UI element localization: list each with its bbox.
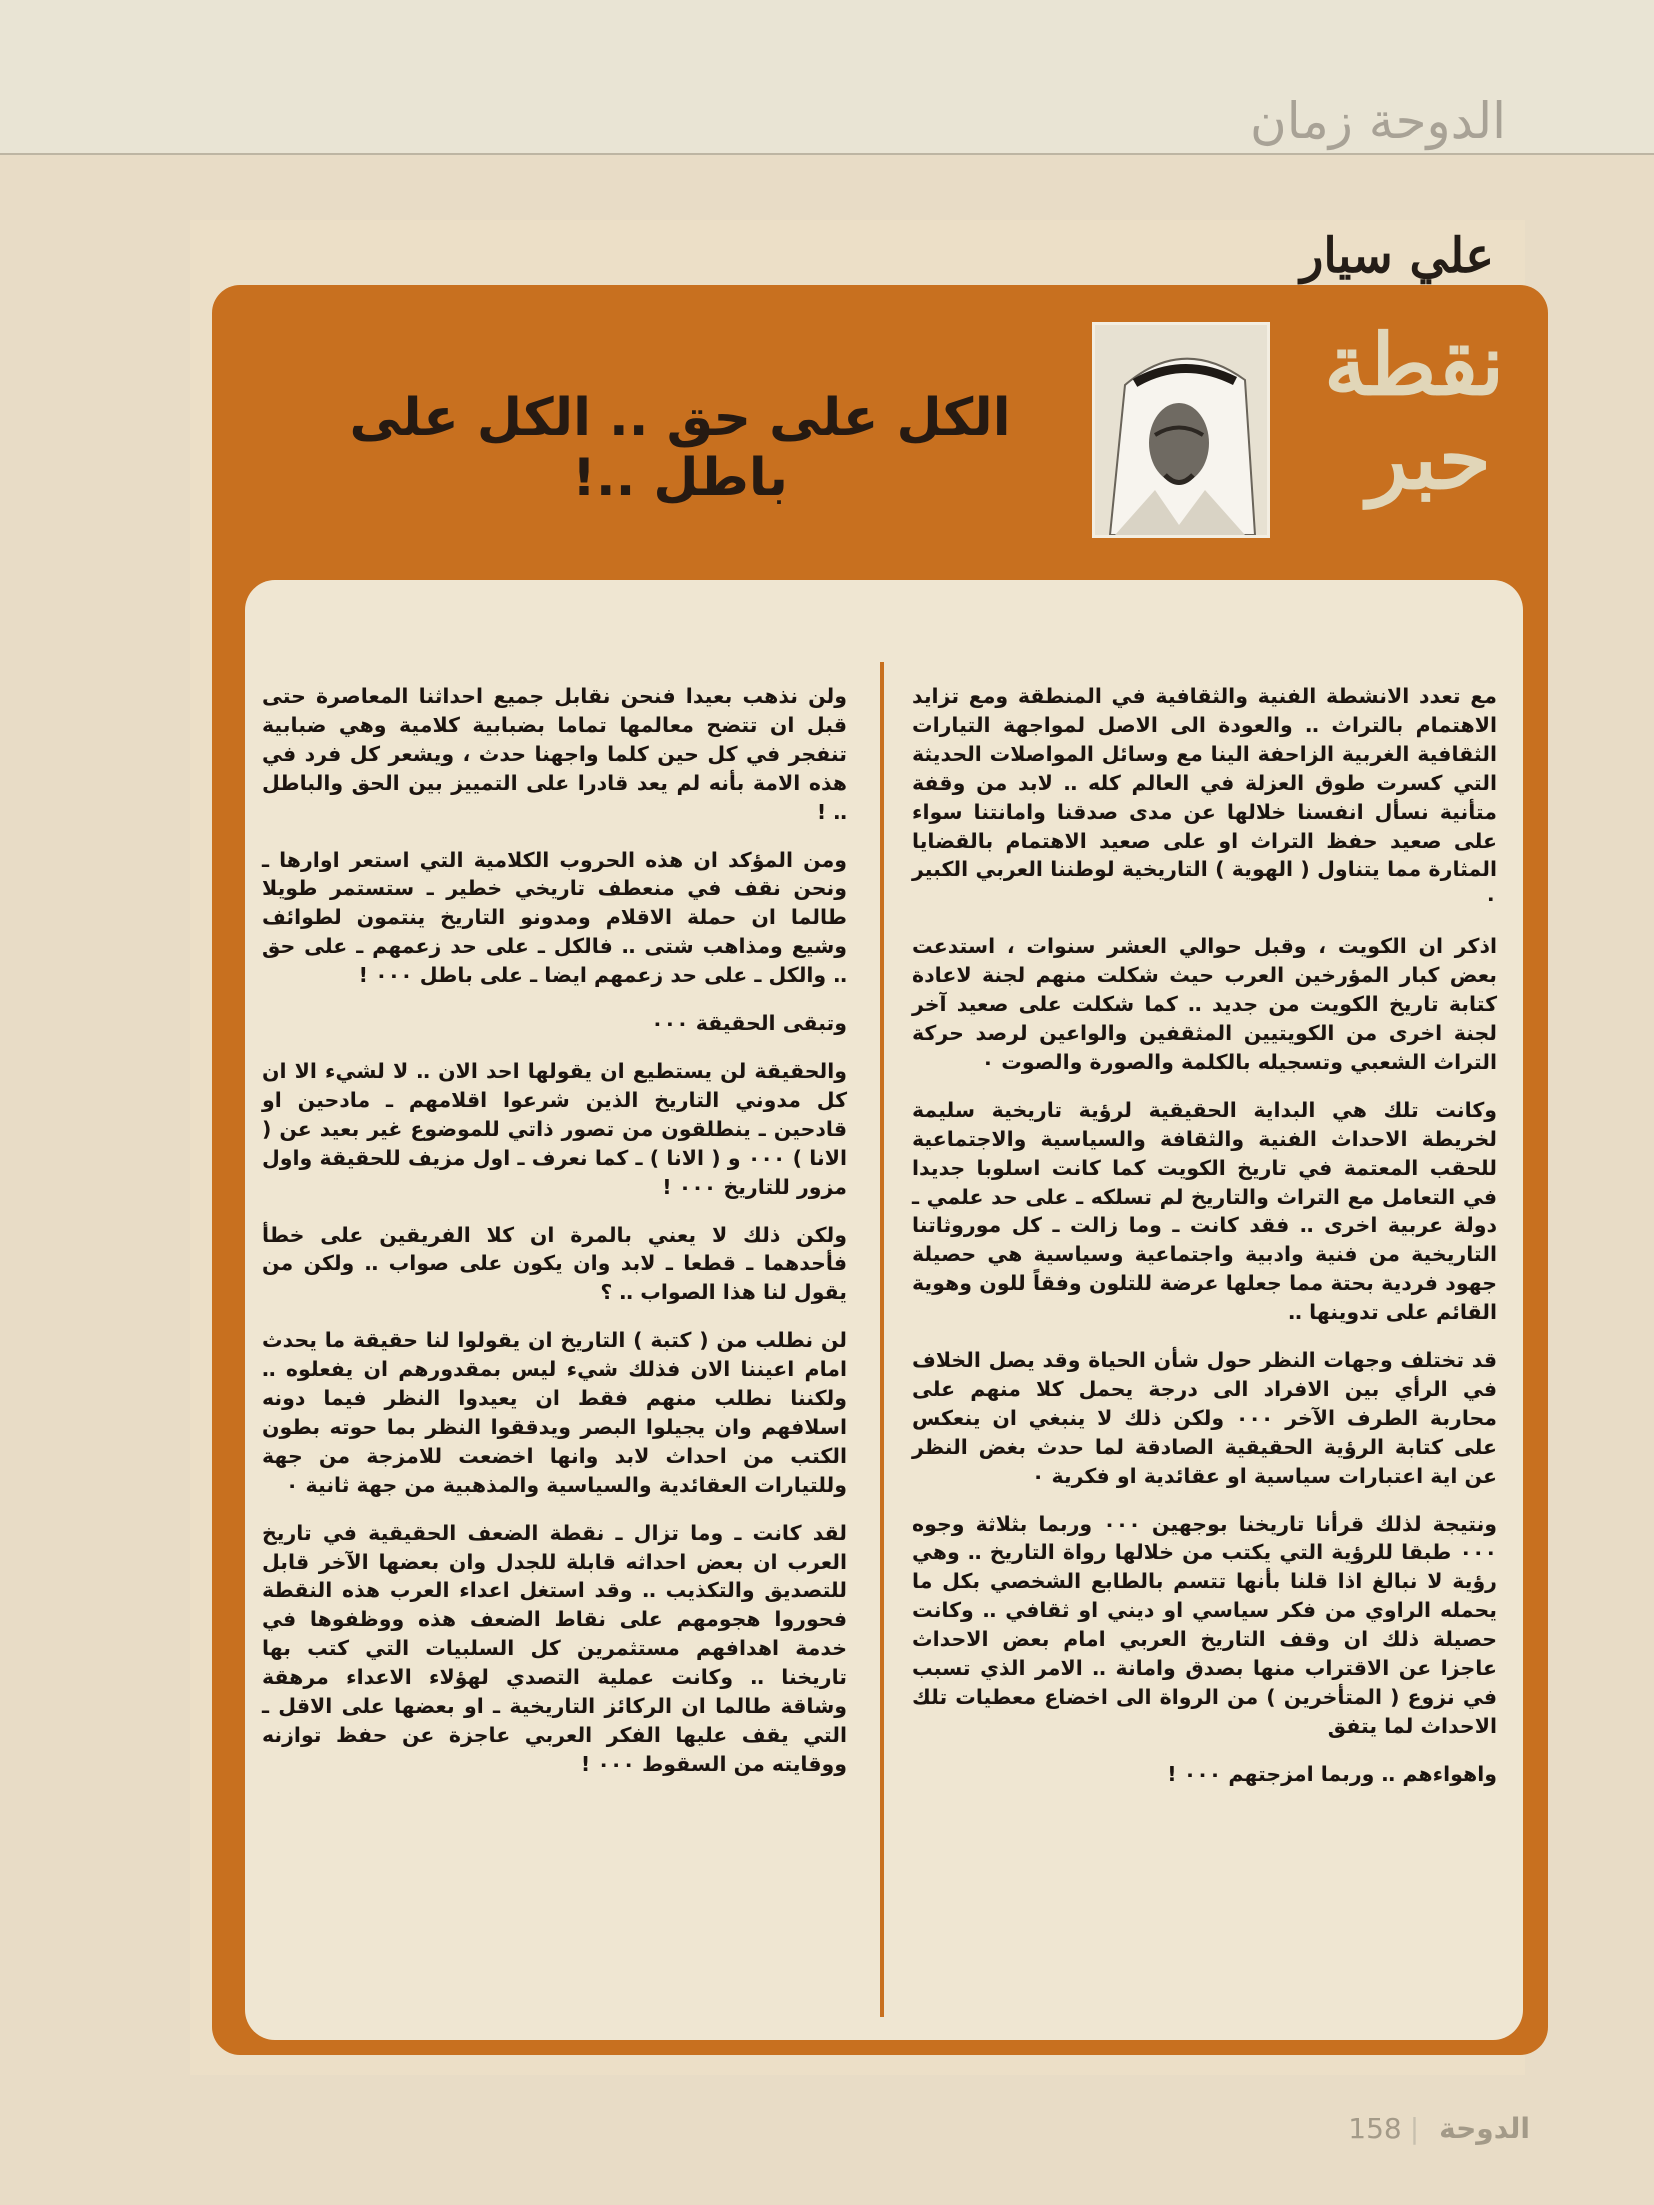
author-portrait (1092, 322, 1270, 538)
footer-brand: الدوحة (1439, 2112, 1530, 2145)
author-name: علي سيار (1300, 228, 1494, 284)
paragraph: ولكن ذلك لا يعني بالمرة ان كلا الفريقين على خطأ فأحدهما ـ قطعا ـ لابد وان يكون على صواب ‥ ولكن من يقول لنا هذا الصواب ‥ ؟ (262, 1222, 847, 1305)
article-headline: الكل على حق .. الكل على باطل ..! (349, 388, 1011, 508)
masthead-title: الدوحة زمان (1249, 92, 1506, 150)
paragraph: ولن نذهب بعيدا فنحن نقابل جميع احداثنا المعاصرة حتى قبل ان تتضح معالمها تماما بضبابية كلامية وهي ضبابية تنفجر في كل حين كلما واجهنا حدث ، ويشعر كل فرد في هذه الامة بأنه لم يعد قادرا على التمييز بين الحق والباطل ‥ ! (262, 684, 847, 824)
paragraph: قد تختلف وجهات النظر حول شأن الحياة وقد يصل الخلاف في الرأي بين الافراد الى درجة يحمل كلا منهم على محاربة الطرف الآخر ٠٠٠ ولكن ذلك لا ينبغي ان ينعكس على كتابة الرؤية الحقيقية الصادقة لما حدث بغض النظر عن اية اعتبارات سياسية او عقائدية او فكرية ٠ (912, 1348, 1497, 1488)
article-column-left (262, 682, 847, 1798)
paragraph: لقد كانت ـ وما تزال ـ نقطة الضعف الحقيقية في تاريخ العرب ان بعض احداثه قابلة للجدل وان بعضها الآخر قابل للتصديق والتكذيب ‥ وقد استغل اعداء العرب هذه النقطة فحوروا هجومهم على نقاط الضعف هذه ووظفوها في خدمة اهدافهم مستثمرين كل السلبيات التي كتب بها تاريخنا ‥ وكانت عملية التصدي لهؤلاء الاعداء مرهقة وشاقة طالما ان الركائز التاريخية ـ او بعضها على الاقل ـ التي يقف عليها الفكر العربي عاجزة عن حفظ توازنه ووقايته من السقوط ٠٠٠ ! (262, 1520, 847, 1776)
page-footer (1348, 2112, 1530, 2145)
paragraph: اذكر ان الكويت ، وقبل حوالي العشر سنوات ، استدعت بعض كبار المؤرخين العرب حيث شكلت منهم لجنة لاعادة كتابة تاريخ الكويت من جديد ‥ كما شكلت على صعيد آخر لجنة اخرى من الكويتيين المثقفين والواعين لرصد حركة التراث الشعبي وتسجيله بالكلمة والصورة والصوت ٠ (912, 934, 1497, 1074)
paragraph: والحقيقة لن يستطيع ان يقولها احد الان ‥ لا لشيء الا ان كل مدوني التاريخ الذين شرعوا اقلامهم ـ مادحين او قادحين ـ ينطلقون من تصور ذاتي للموضوع غير بعيد عن ( الانا ) ٠٠٠ و ( الانا ) ـ كما نعرف ـ اول مزيف للحقيقة واول مزور للتاريخ ٠٠٠ ! (262, 1058, 847, 1199)
paragraph: مع تعدد الانشطة الفنية والثقافية في المنطقة ومع تزايد الاهتمام بالتراث ‥ والعودة الى الاصل لمواجهة التيارات الثقافية الغربية الزاحفة الينا مع وسائل المواصلات الحديثة التي كسرت طوق العزلة في العالم كله ‥ لابد من وقفة متأنية نسأل انفسنا خلالها عن مدى صدقنا وامانتنا سواء على صعيد حفظ التراث او على صعيد الاهتمام بالقضايا المثارة مما يتناول ( الهوية ) التاريخية لوطننا العربي الكبير ٠ (912, 684, 1497, 911)
paragraph: واهواءهم ‥ وربما امزجتهم ٠٠٠ ! (1167, 1761, 1497, 1786)
column-divider (880, 662, 884, 2017)
column-logo (1324, 315, 1504, 508)
column-logo-line-2: حبر (1367, 409, 1491, 508)
article-column-right (912, 682, 1497, 1808)
paragraph: لن نطلب من ( كتبة ) التاريخ ان يقولوا لنا حقيقة ما يحدث امام اعيننا الان فذلك شيء ليس بمقدورهم ان يفعلوه ‥ ولكننا نطلب منهم فقط ان يعيدوا النظر فيما دونه اسلافهم وان يجيلوا البصر ويدققوا النظر بما حوته بطون الكتب من احداث لابد وانها اخضعت للامزجة من جهة وللتيارات العقائدية والسياسية والمذهبية من جهة ثانية ٠ (262, 1328, 847, 1497)
top-rule (0, 153, 1654, 155)
column-logo-line-1: نقطة (1324, 315, 1504, 414)
paragraph: ومن المؤكد ان هذه الحروب الكلامية التي استعر اوارها ـ ونحن نقف في منعطف تاريخي خطير ـ ستستمر طويلا طالما ان حملة الاقلام ومدونو التاريخ ينتمون لطوائف وشيع ومذاهب شتى ‥ فالكل ـ على حد زعمهم ـ على حق ‥ والكل ـ على حد زعمهم ايضا ـ على باطل ٠٠٠ ! (262, 847, 847, 988)
footer-separator: | (1409, 2112, 1420, 2145)
page-number: 158 (1348, 2112, 1402, 2145)
paragraph: وتبقى الحقيقة ٠٠٠ (651, 1011, 847, 1036)
paragraph: ونتيجة لذلك قرأنا تاريخنا بوجهين ٠٠٠ وربما بثلاثة وجوه ٠٠٠ طبقا للرؤية التي يكتب من خلالها رواة التاريخ ‥ وهي رؤية لا نبالغ اذا قلنا بأنها تتسم بالطابع الشخصي بكل ما يحمله الراوي من فكر سياسي او ديني او ثقافي ‥ وكانت حصيلة ذلك ان وقف التاريخ العربي امام بعض الاحداث عاجزا عن الاقتراب منها بصدق وامانة ‥ الامر الذي تسبب في نزوع ( المتأخرين ) من الرواة الى اخضاع معطيات تلك الاحداث لما يتفق (912, 1511, 1498, 1738)
paragraph: وكانت تلك هي البداية الحقيقية لرؤية تاريخية سليمة لخريطة الاحداث الفنية والثقافة والسياسية والاجتماعية للحقب المعتمة في تاريخ الكويت كما كانت اسلوبا جديدا في التعامل مع التراث والتاريخ لم تسلكه ـ على حد علمي ـ دولة عربية اخرى ‥ فقد كانت ـ وما زالت ـ كل موروثاتنا التاريخية من فنية وادبية واجتماعية وسياسية هي حصيلة جهود فردية بحتة مما جعلها عرضة للتلون وفقاً للون وهوية القائم على تدوينها ‥ (912, 1097, 1497, 1325)
